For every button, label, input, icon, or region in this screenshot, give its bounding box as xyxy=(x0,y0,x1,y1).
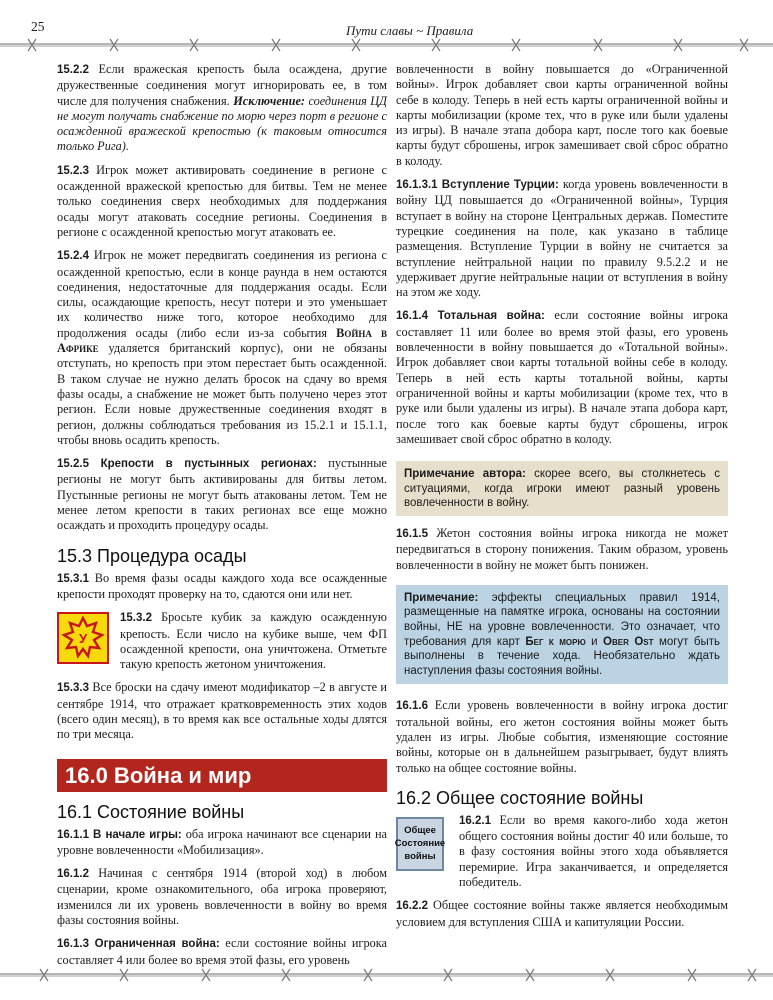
rule-15-2-5 xyxy=(57,456,387,533)
rule-number: 16.1.6 xyxy=(396,700,428,713)
rule-15-2-2 xyxy=(57,62,387,155)
rule-number: 15.3.3 xyxy=(57,682,89,695)
rule-number: 16.2.2 xyxy=(396,900,428,913)
author-note-box xyxy=(396,461,728,516)
rule-15-3-1 xyxy=(57,571,387,603)
rule-text: Начиная с сентября 1914 (второй ход) в любом сценарии, кроме ознакомительного, оба игрока проверяют, изменился ли их уровень вовлеченности в войну во время фазы состояния войны. xyxy=(57,866,387,928)
rule-text: если состояние войны игрока составляет 4 или более во время этой фазы, его уровень xyxy=(57,936,387,967)
note-label: Примечание автора: xyxy=(404,468,526,481)
note xyxy=(404,591,720,679)
event-name: Война в Африке xyxy=(57,325,387,356)
barbed-wire-top-divider xyxy=(0,36,773,54)
rule-16-2-1-block xyxy=(396,813,728,890)
rule-text: Если уровень вовлеченности в войну игрока достиг тотальной войны, его жетон состояния войны может быть удален из игры. Любые события, изменяющие состояние войны, которые он в дальнейшем разыгрывает, будут влиять только на общее состояние войны. xyxy=(396,698,728,775)
rule-16-1-5 xyxy=(396,526,728,573)
rule-number: 15.3.1 xyxy=(57,572,89,585)
rule-number: 16.1.5 xyxy=(396,527,428,540)
rule-number: 16.1.2 xyxy=(57,868,89,881)
right-column xyxy=(396,62,728,938)
rule-16-1-3-continued: вовлеченности в войну повышается до «Ограниченной войны». Игрок добавляет свои карты ограниченной войны себе в колоду. Теперь в ней есть карты ограниченной войны и карты мобилизации (кроме тех, что в руке или были удалены из игры). В начале этапа добора карт, после того как боевые карты будут сброшены, игрок замешивает свой сброс обратно в колоду. xyxy=(396,62,728,168)
rule-number: 15.2.2 xyxy=(57,64,89,76)
fortress-marker-letter: У xyxy=(78,631,88,647)
marker-body xyxy=(396,817,444,871)
rule-number: 16.1.3 Ограниченная война: xyxy=(57,938,220,951)
note-box xyxy=(396,585,728,685)
conjunction: и xyxy=(585,635,604,648)
rule-number: 16.2.1 xyxy=(459,814,491,827)
note-label: Примечание: xyxy=(404,591,479,604)
rule-15-3-2-block xyxy=(57,610,387,672)
marker-line: Состояние xyxy=(394,838,446,850)
rule-text: Во время фазы осады каждого хода все осажденные крепости проходят проверку на то, сдаются они или нет. xyxy=(57,570,387,601)
barbed-wire-bottom-divider xyxy=(0,966,773,984)
rule-text: Игрок может активировать соединение в регионе с осажденной вражеской крепостью для битвы. Тем не менее только соединения сверх необходимых для поддержания осады могут атаковать соседние регионы. Соединения в регионе с осажденной крепостью могут атаковать ее. xyxy=(57,162,387,239)
running-title: Пути славы ~ Правила xyxy=(346,23,474,38)
rule-16-2-2 xyxy=(396,898,728,930)
rule-16-1-4 xyxy=(396,308,728,447)
rule-text: Если во время какого-либо хода жетон общего состояния войны достиг 40 или больше, то в фазу состояния войны этого хода объявляется перемирие. Игра заканчивается, и определяется победитель. xyxy=(459,812,728,890)
rule-text: когда уровень вовлеченности в войну ЦД повышается до «Ограниченной войны», Турция вступает в войну на стороне Центральных держав. Поместите турецкие соединения на поле, как указано в таблице размещения. Вступление Турции в войну не считается за вступление нейтральной нации по правилу 9.5.2.2 и не удерживает другие нейтральные нации от вступления в войну на этом же ходу. xyxy=(396,177,728,300)
rule-15-2-4 xyxy=(57,248,387,448)
rule-16-2-1 xyxy=(459,813,728,890)
note-text: эффекты специальных правил 1914, размещенные на памятке игрока, основаны на состоянии войны, НЕ на уровне вовлеченности. Это означает, что требования для карт xyxy=(404,591,720,648)
rule-text: Все броски на сдачу имеют модификатор –2 в августе и сентябре 1914, что отражает кратковременность этих ходов (всего один месяц), в то время как все остальные ходы длятся по три месяца. xyxy=(57,680,387,742)
exception-text: соединения ЦД не могут получать снабжение по морю через порт в регионе с осажденной вражеской крепостью (к таковым относится только Рига). xyxy=(57,93,388,154)
card-name: Бег к морю xyxy=(525,635,586,648)
section-heading-15-3: 15.3 Процедура осады xyxy=(57,545,247,566)
rule-number: 16.1.4 Тотальная война: xyxy=(396,310,545,323)
exception-label: Исключение: xyxy=(233,93,305,108)
rule-15-2-3 xyxy=(57,163,387,240)
rule-16-1-3-1 xyxy=(396,177,728,300)
marker-line: войны xyxy=(404,851,436,863)
rule-number: 15.3.2 xyxy=(120,612,152,625)
fortress-destroyed-marker-icon xyxy=(57,612,109,664)
rule-16-1-3 xyxy=(57,936,387,968)
rule-text: Бросьте кубик за каждую осажденную крепость. Если число на кубике выше, чем ФП осажденной крепости, она уничтожена. Отметьте такую крепость жетоном уничтожения. xyxy=(120,610,387,672)
note-text-continued: могут быть выполнены в течение хода. Необязательно ждать наступления фазы состояния войны. xyxy=(404,635,721,677)
rule-text: оба игрока начинают все сценарии на уровне вовлеченности «Мобилизация». xyxy=(57,826,387,857)
chapter-heading-16: 16.0 Война и мир xyxy=(57,759,387,792)
card-name: Ober Ost xyxy=(603,635,654,648)
rule-16-1-2 xyxy=(57,866,387,928)
page-number: 25 xyxy=(31,19,45,34)
rule-text: Игрок не может передвигать соединения из региона с осажденной крепостью, если в конце раунда в нем остаются соединения, недостаточные для поддержания осады. Если силы, осаждающие крепость, несут потери и это уменьшает их количество ниже того, которое необходимо для продолжения осады (либо если из-за события xyxy=(57,248,387,340)
general-war-status-marker-icon xyxy=(396,817,448,873)
author-note xyxy=(404,467,720,511)
rule-16-1-1 xyxy=(57,827,387,859)
rule-text: пустынные регионы не могут быть активированы для битвы летом. Пустынные регионы не могут быть атакованы летом. Тем не менее летом крепости в таких регионах все еще можно осаждать и проходить процедуру осады. xyxy=(57,456,387,533)
rule-number: 15.2.3 xyxy=(57,164,89,177)
rule-text: Если вражеская крепость была осаждена, другие дружественные соединения могут игнорировать ее, в том числе для получения снабжения. xyxy=(57,62,387,108)
rule-16-1-6 xyxy=(396,698,728,775)
rule-15-3-3 xyxy=(57,680,387,742)
marker-line: Общее xyxy=(404,825,436,837)
left-column xyxy=(57,62,387,976)
rule-text-continued: удаляется британский корпус), они не обязаны отступать, но крепость при этом перестает быть осажденной. В таком случае не нужно делать бросок на сдачу во время фазы осады, а снабжение не может быть получено через этот регион. Если новые дружественные соединения входят в регион, должны соблюдаться требования из 15.2.1 и 15.1.1, чтобы вновь осадить крепость. xyxy=(57,341,387,447)
rule-text: Жетон состояния войны игрока никогда не может передвигаться в сторону понижения. Таким образом, уровень вовлеченности в войну не может быть понижен. xyxy=(396,525,728,572)
rule-text: если состояние войны игрока составляет 11 или более во время этой фазы, его уровень вовлеченности в войну повышается до «Тотальной войны». Игрок добавляет свои карты тотальной войны себе в колоду. Теперь в ней есть карты тотальной войны, карты ограниченной войны и карты мобилизации (кроме тех, что в руке или были удалены из игры). В начале этапа добора карт, после того как боевые карты будут сброшены, игрок замешивает свой сброс обратно в колоду. xyxy=(396,308,728,446)
rule-number: 15.2.4 xyxy=(57,250,89,263)
rule-15-3-2 xyxy=(120,610,387,672)
rule-number: 15.2.5 Крепости в пустынных регионах: xyxy=(57,458,317,471)
rule-number: 16.1.3.1 Вступление Турции: xyxy=(396,179,559,192)
rule-number: 16.1.1 В начале игры: xyxy=(57,828,182,841)
section-heading-16-1: 16.1 Состояние войны xyxy=(57,801,245,822)
rule-text: Общее состояние войны также является необходимым условием для вступления США и капитуляции России. xyxy=(396,898,728,929)
section-heading-16-2: 16.2 Общее состояние войны xyxy=(396,787,644,808)
note-text: скорее всего, вы столкнетесь с ситуациями, когда игроки имеют разный уровень вовлеченности в войну. xyxy=(404,468,720,510)
